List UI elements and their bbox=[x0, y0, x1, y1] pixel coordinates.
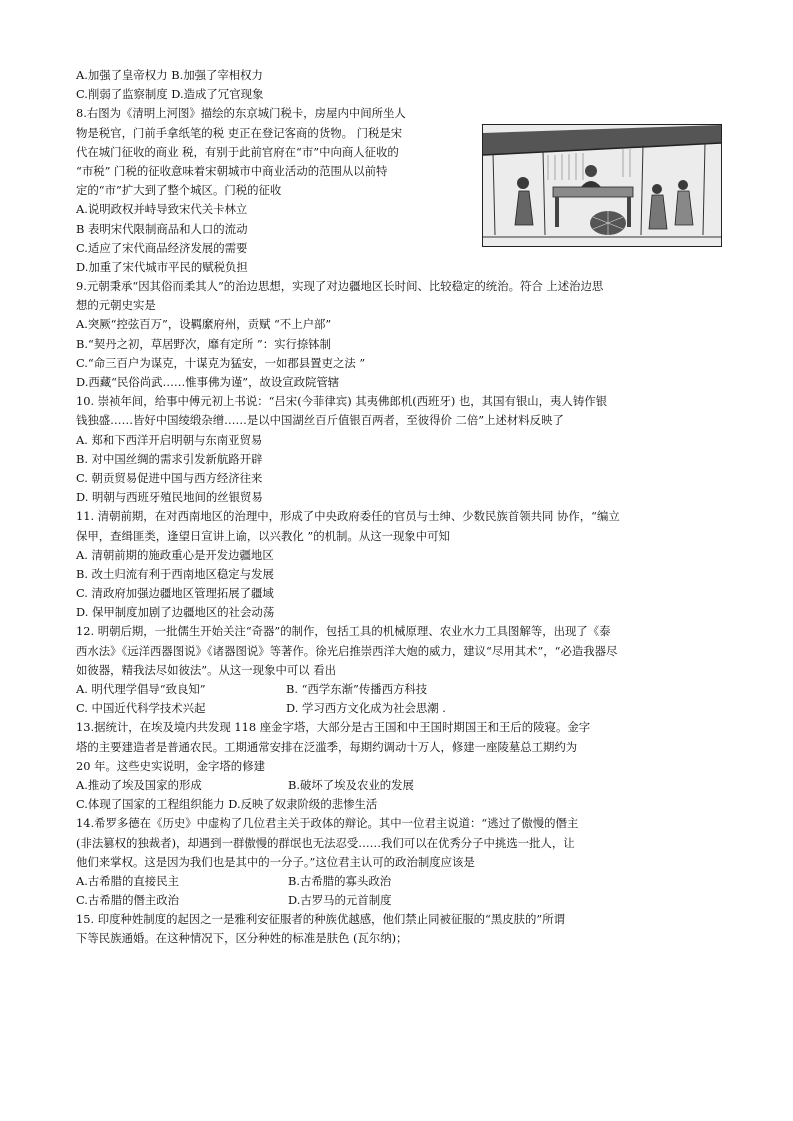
q11-option-a: A. 清朝前期的施政重心是开发边疆地区 bbox=[76, 547, 274, 562]
q14-option-a: A.古希腊的直接民主 bbox=[76, 873, 179, 888]
q15-stem-line: 15. 印度种姓制度的起因之一是雅利安征服者的种族优越感，他们禁止同被征服的“黑皮肤的”所谓 bbox=[76, 912, 566, 927]
q8-option-c: C.适应了宋代商品经济发展的需要 bbox=[76, 240, 248, 255]
q11-stem-line: 11. 清朝前期，在对西南地区的治理中，形成了中央政府委任的官员与士绅、少数民族首领共同 协作，“编立 bbox=[76, 509, 620, 524]
q10-option-c: C. 朝贡贸易促进中国与西方经济往来 bbox=[76, 470, 263, 485]
q9-option-d: D.西藏“民俗尚武……惟事佛为谨”，故设宣政院管辖 bbox=[76, 375, 340, 389]
q9-stem-line: 想的元朝史实是 bbox=[76, 298, 156, 313]
q11-option-b: B. 改土归流有利于西南地区稳定与发展 bbox=[76, 566, 274, 581]
q7-options-line-1: A.加强了皇帝权力 B.加强了宰相权力 bbox=[76, 68, 263, 82]
q14-option-b: B.古希腊的寡头政治 bbox=[288, 873, 392, 888]
q8-option-b: B 表明宋代限制商品和人口的流动 bbox=[76, 221, 248, 236]
q10-stem-line: 10. 崇祯年间，给事中傅元初上书说：“吕宋(今菲律宾) 其夷佛郎机(西班牙) 也，其国有银山，夷人铸作银 bbox=[76, 394, 607, 409]
q11-stem-line: 保甲，查缉匪类，逢望日宣讲上谕，以兴教化 ”的机制。从这一现象中可知 bbox=[76, 528, 450, 543]
q8-stem-line: 物是税官，门前手拿纸笔的税 吏正在登记客商的货物。 门税是宋 bbox=[76, 125, 403, 140]
q14-options-row-2 bbox=[76, 891, 726, 910]
q13-stem-line: 塔的主要建造者是普通农民。工期通常安排在泛滥季，每期约调动十万人，修建一座陵墓总工期约为 bbox=[76, 739, 578, 754]
q9-option-c: C.“命三百户为谋克，十谋克为猛安，一如郡县置吏之法 ” bbox=[76, 355, 366, 370]
q7-options-line-2: C.削弱了监察制度 D.造成了冗官现象 bbox=[76, 87, 264, 102]
q14-stem-line: 14.希罗多德在《历史》中虚构了几位君主关于政体的辩论。其中一位君主说道：“逃过了傲慢的僭主 bbox=[76, 816, 579, 831]
q8-stem-line: “市税” 门税的征收意味着宋朝城市中商业活动的范围从以前特 bbox=[76, 163, 388, 178]
q11-option-d: D. 保甲制度加剧了边疆地区的社会动荡 bbox=[76, 605, 275, 620]
q9-option-a: A.突厥“控弦百万”，设羁縻府州，贡赋 “不上户部” bbox=[76, 317, 332, 332]
q8-stem-line: 8.右图为《清明上河图》描绘的东京城门税卡，房屋内中间所坐人 bbox=[76, 106, 406, 121]
q8-option-a: A.说明政权并峙导致宋代关卡林立 bbox=[76, 202, 248, 217]
q8-option-d: D.加重了宋代城市平民的赋税负担 bbox=[76, 259, 248, 274]
q12-option-b: B. “西学东渐”传播西方科技 bbox=[286, 682, 428, 696]
qingming-scroll-figure bbox=[482, 124, 722, 247]
q14-option-c: C.古希腊的僭主政治 bbox=[76, 893, 180, 908]
q13-option-a: A.推动了埃及国家的形成 bbox=[76, 777, 202, 792]
q9-stem-line: 9.元朝秉承“因其俗而柔其人”的治边思想，实现了对边疆地区长时间、比较稳定的统治。符合 上述治边思 bbox=[76, 279, 604, 294]
q13-stem-line: 20 年。这些史实说明，金字塔的修建 bbox=[76, 758, 265, 773]
q10-option-d: D. 明朝与西班牙殖民地间的丝银贸易 bbox=[76, 490, 263, 505]
q13-options-row-2: C.体现了国家的工程组织能力 D.反映了奴隶阶级的悲惨生活 bbox=[76, 797, 378, 812]
q12-options-row-1 bbox=[76, 680, 726, 699]
question-8 bbox=[76, 104, 726, 277]
q11-option-c: C. 清政府加强边疆地区管理拓展了疆域 bbox=[76, 586, 274, 601]
q14-options-row-1 bbox=[76, 872, 726, 891]
exam-page bbox=[76, 66, 726, 949]
q12-option-d: D. 学习西方文化成为社会思潮 . bbox=[286, 701, 446, 716]
q10-option-a: A. 郑和下西洋开启明朝与东南亚贸易 bbox=[76, 432, 263, 447]
q13-options-row-1 bbox=[76, 776, 726, 795]
q14-option-d: D.古罗马的元首制度 bbox=[288, 893, 392, 908]
q12-stem-line: 西水法》《远洋西器图说》《诸器图说》等著作。徐光启推崇西洋大炮的威力，建议“尽用其术”，“必造我器尽 bbox=[76, 643, 618, 658]
q12-stem-line: 12. 明朝后期，一批儒生开始关注“奇器”的制作，包括工具的机械原理、农业水力工具图解等，出现了《泰 bbox=[76, 624, 611, 639]
q15-stem-line: 下等民族通婚。在这种情况下，区分种姓的标准是肤色 (瓦尔纳)； bbox=[76, 931, 408, 946]
q12-options-row-2 bbox=[76, 699, 726, 718]
q8-stem-line: 代在城门征收的商业 税，有别于此前官府在“市”中向商人征收的 bbox=[76, 144, 399, 159]
q10-stem-line: 钱独盛……皆好中国绫缎杂缯……是以中国湖丝百斤值银百两者，至彼得价 二倍”上述材料反映了 bbox=[76, 413, 564, 428]
q8-stem-line: 定的“市”扩大到了整个城区。门税的征收 bbox=[76, 183, 282, 198]
tax-gate-illustration-icon bbox=[483, 125, 721, 246]
q13-option-b: B.破坏了埃及农业的发展 bbox=[288, 777, 414, 792]
q12-stem-line: 如彼器，精我法尽如彼法”。从这一现象中可以 看出 bbox=[76, 662, 337, 677]
q10-option-b: B. 对中国丝绸的需求引发新航路开辟 bbox=[76, 451, 263, 466]
q14-stem-line: (非法篡权的独裁者)，却遇到一群傲慢的群氓也无法忍受……我们可以在优秀分子中挑选一批人，让 bbox=[76, 835, 575, 850]
q12-option-a: A. 明代理学倡导“致良知” bbox=[76, 682, 206, 696]
q13-stem-line: 13.据统计，在埃及境内共发现 118 座金字塔，大部分是古王国和中王国时期国王和王后的陵寝。金字 bbox=[76, 720, 591, 735]
q9-option-b: B.“契丹之初，草居野次，靡有定所 ”：实行捺钵制 bbox=[76, 336, 332, 351]
q12-option-c: C. 中国近代科学技术兴起 bbox=[76, 701, 206, 716]
q14-stem-line: 他们来掌权。这是因为我们也是其中的一分子。”这位君主认可的政治制度应该是 bbox=[76, 854, 475, 869]
